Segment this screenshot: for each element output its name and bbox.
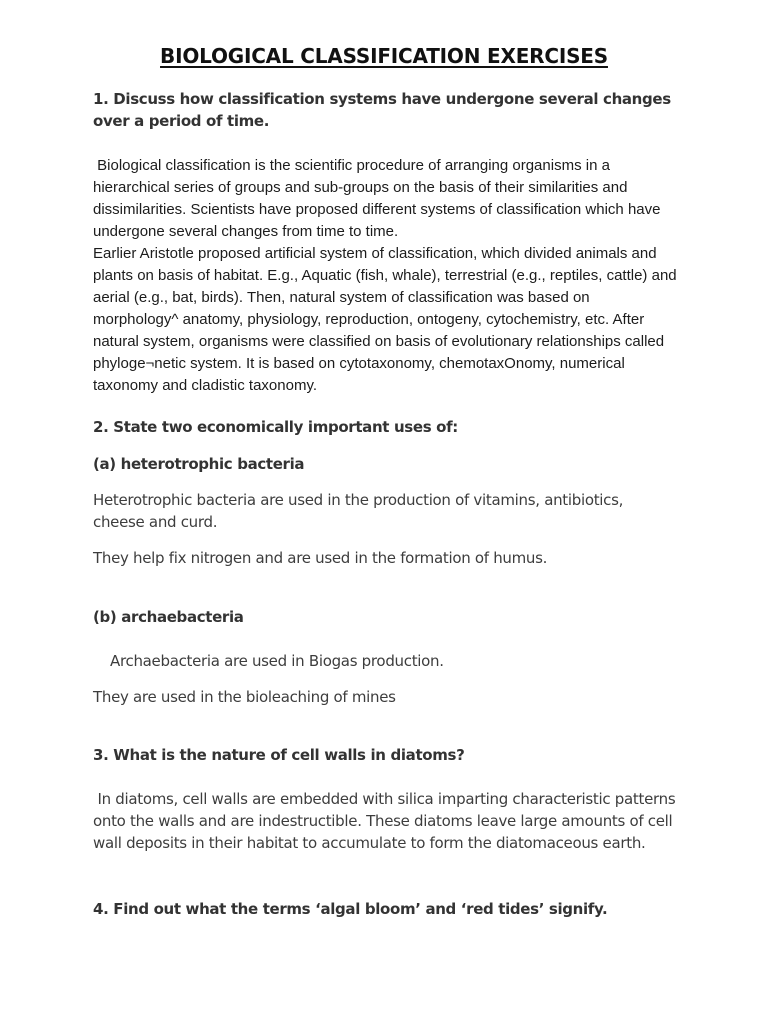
answer-2a-line-2: They help fix nitrogen and are used in the formation of humus. [93,549,548,567]
answer-3: In diatoms, cell walls are embedded with silica imparting characteristic patterns onto the walls and are indestructible. These diatoms leave large amounts of cell wall deposits in their habitat to accumulate to form the diatomaceous earth. [93,790,680,852]
page-title: BIOLOGICAL CLASSIFICATION EXERCISES [160,44,608,68]
answer-2b-line-1: Archaebacteria are used in Biogas production. [110,652,444,670]
question-4: 4. Find out what the terms ‘algal bloom’ and ‘red tides’ signify. [93,900,608,918]
answer-1: Biological classification is the scientific procedure of arranging organisms in a hierarchical series of groups and sub-groups on the basis of their similarities and dissimilarities. Scientists have proposed different systems of classification which have undergone several changes from time to time. Earlier Aristotle proposed artificial system of classification, which divided animals and plants on basis of habitat. E.g., Aquatic (fish, whale), terrestrial (e.g., reptiles, cattle) and aerial (e.g., bat, birds). Then, natural system of classification was based on morphology^ anatomy, physiology, reproduction, ontogeny, cytochemistry, etc. After natural system, organisms were classified on basis of evolutionary relationships called phyloge¬netic system. It is based on cytotaxonomy, chemotaxOnomy, numerical taxonomy and cladistic taxonomy. [93,157,677,394]
answer-2a-line-1: Heterotrophic bacteria are used in the production of vitamins, antibiotics, cheese and curd. [93,491,624,531]
question-3: 3. What is the nature of cell walls in diatoms? [93,746,465,764]
answer-2b-line-2: They are used in the bioleaching of mines [93,688,396,706]
question-1: 1. Discuss how classification systems have undergone several changes over a period of time. [93,90,671,130]
question-2b-heading: (b) archaebacteria [93,608,244,626]
question-2a-heading: (a) heterotrophic bacteria [93,455,305,473]
question-2: 2. State two economically important uses of: [93,418,458,436]
